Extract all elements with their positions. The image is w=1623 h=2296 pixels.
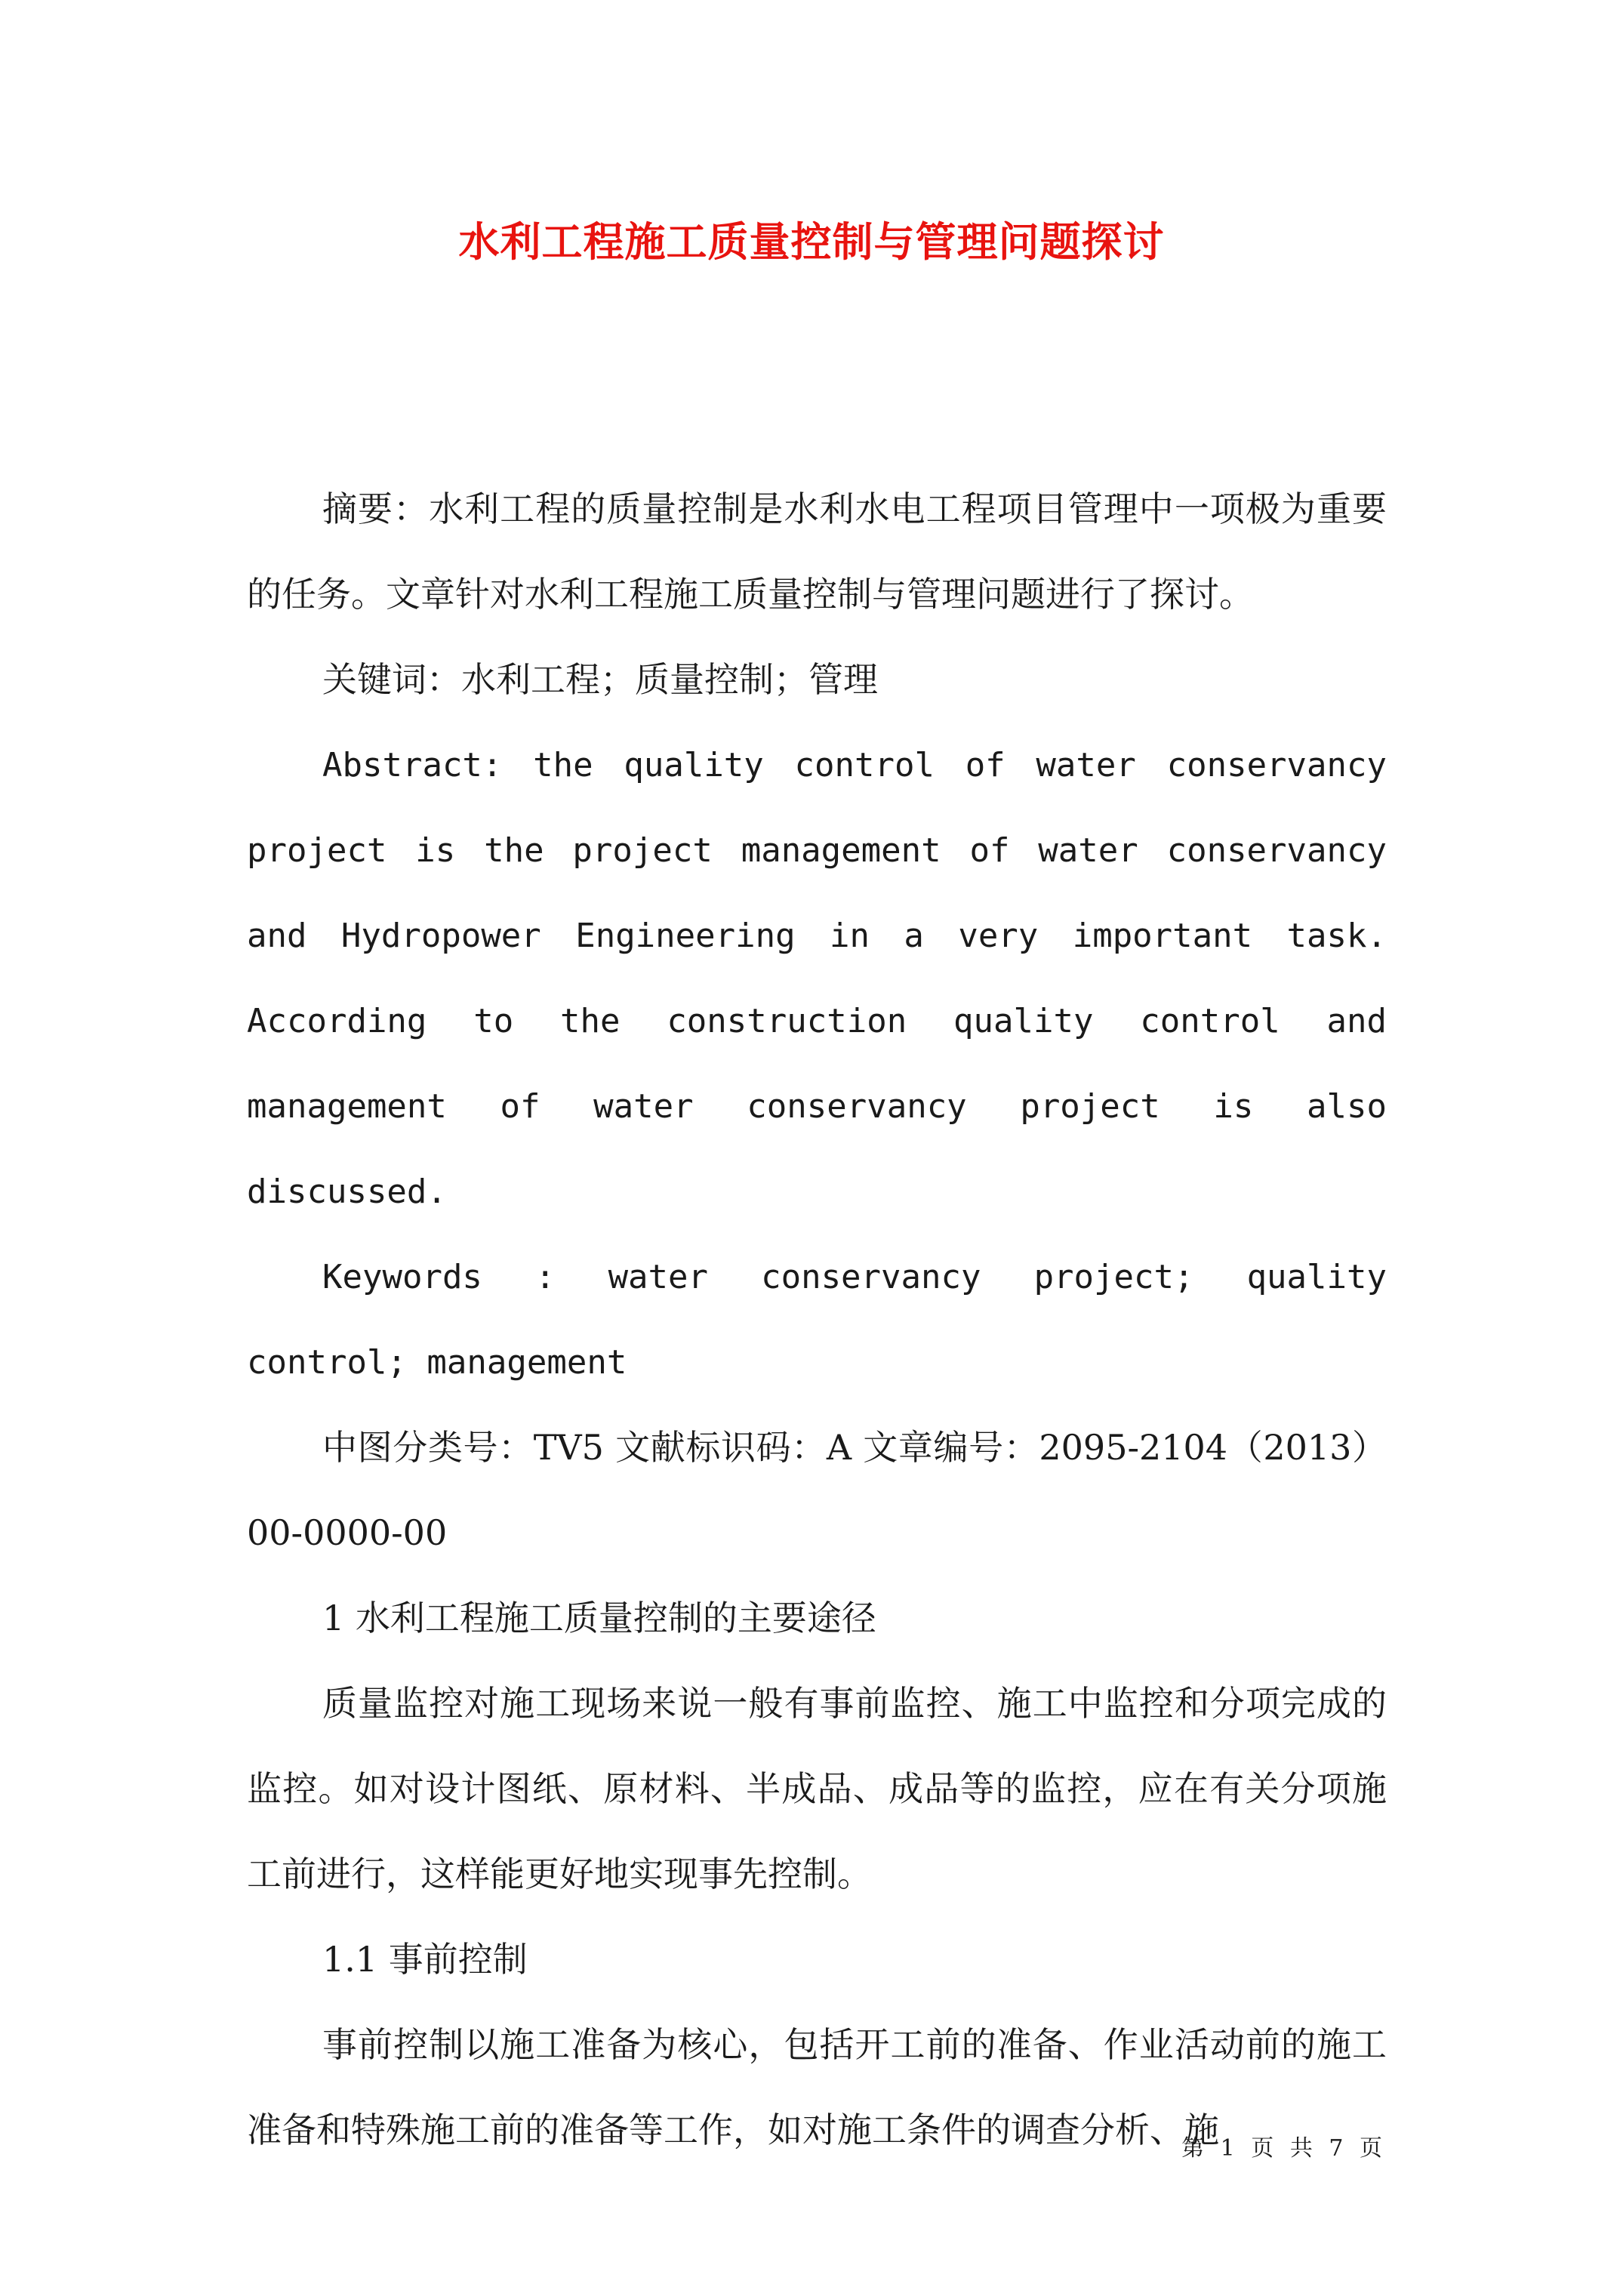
abstract-en-paragraph: Abstract: the quality control of water conservancy project is the project management of water conservancy and Hydropower Engineering in a very important task. According to the construction quality control and management of water conservancy project is also discussed. <box>247 746 1387 1211</box>
section-heading-1: 1 水利工程施工质量控制的主要途径 <box>322 1598 876 1638</box>
body-paragraph: 质量监控对施工现场来说一般有事前监控、施工中监控和分项完成的监控。如对设计图纸、原材料、半成品、成品等的监控，应在有关分项施工前进行，这样能更好地实现事先控制。 <box>247 1683 1387 1894</box>
page-number-footer: 第 1 页 共 7 页 <box>1181 2135 1387 2162</box>
classification-paragraph: 中图分类号：TV5 文献标识码：A 文章编号：2095-2104（2013）00-0000-00 <box>247 1427 1387 1553</box>
abstract-cn-paragraph: 摘要：水利工程的质量控制是水利水电工程项目管理中一项极为重要的任务。文章针对水利工程施工质量控制与管理问题进行了探讨。 <box>247 488 1387 615</box>
keywords-cn-paragraph: 关键词：水利工程；质量控制；管理 <box>322 659 878 700</box>
body-paragraph: 事前控制以施工准备为核心，包括开工前的准备、作业活动前的施工准备和特殊施工前的准备等工作，如对施工条件的调查分析、施 <box>247 2024 1387 2150</box>
section-heading-1-1: 1.1 事前控制 <box>322 1939 528 1980</box>
document-title: 水利工程施工质量控制与管理问题探讨 <box>458 217 1165 266</box>
document-body <box>247 467 1387 2173</box>
keywords-en-paragraph: Keywords : water conservancy project; quality control; management <box>247 1258 1387 1382</box>
